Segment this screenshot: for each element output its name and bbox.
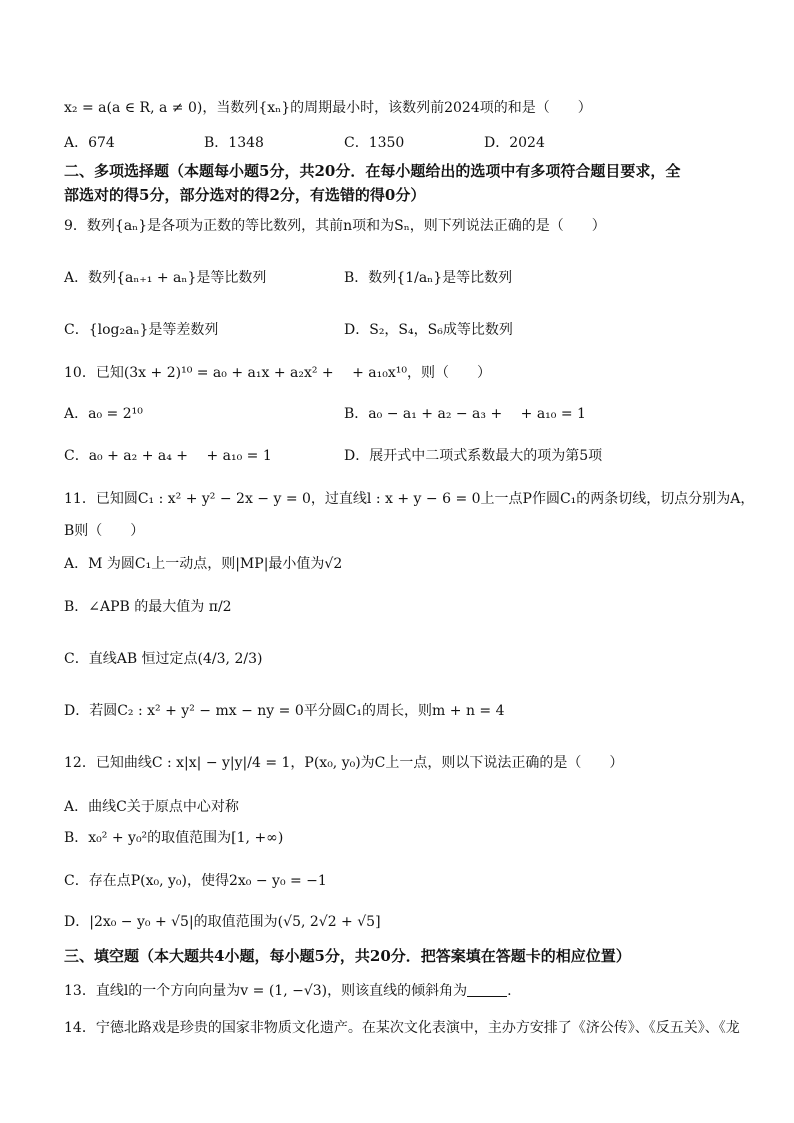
q11-option-a: A．M 为圆C₁上一动点，则|MP|最小值为√2 <box>64 556 343 572</box>
q8-option-a: A．674 <box>64 135 115 151</box>
q12-option-c: C．存在点P(x₀, y₀)，使得2x₀ − y₀ = −1 <box>64 873 327 889</box>
q8-option-c: C．1350 <box>344 135 405 151</box>
q9-option-d: D．S₂，S₄，S₆成等比数列 <box>344 322 513 338</box>
section3-heading: 三、填空题（本大题共4小题，每小题5分，共20分．把答案填在答题卡的相应位置） <box>64 947 631 965</box>
q13-stem-end: . <box>507 983 512 999</box>
q10-stem: 10．已知(3x + 2)¹⁰ = a₀ + a₁x + a₂x² + + a₁₀x¹⁰，则（ ） <box>64 365 491 381</box>
q10-option-a: A．a₀ = 2¹⁰ <box>64 406 143 422</box>
section2-heading-2: 部选对的得5分，部分选对的得2分，有选错的得0分） <box>64 186 426 204</box>
q11-stem-2: B则（ ） <box>64 523 145 539</box>
q9-stem: 9．数列{aₙ}是各项为正数的等比数列，其前n项和为Sₙ，则下列说法正确的是（ ） <box>64 218 606 234</box>
q9-option-b: B．数列{1/aₙ}是等比数列 <box>344 270 513 286</box>
q8-stem-tail: x₂ = a(a ∈ R, a ≠ 0)，当数列{xₙ}的周期最小时，该数列前2024项的和是（ ） <box>64 100 592 116</box>
q10-option-b: B．a₀ − a₁ + a₂ − a₃ + + a₁₀ = 1 <box>344 406 586 422</box>
q8-option-d: D．2024 <box>484 135 545 151</box>
q9-option-a: A．数列{aₙ₊₁ + aₙ}是等比数列 <box>64 270 267 286</box>
q9-option-c: C．{log₂aₙ}是等差数列 <box>64 322 219 338</box>
q11-option-b: B．∠APB 的最大值为 π/2 <box>64 599 232 615</box>
section2-heading-1: 二、多项选择题（本题每小题5分，共20分．在每小题给出的选项中有多项符合题目要求，全 <box>64 162 681 180</box>
q10-option-c: C．a₀ + a₂ + a₄ + + a₁₀ = 1 <box>64 448 272 464</box>
q13-stem-text: 13．直线l的一个方向向量为v = (1, −√3)，则该直线的倾斜角为 <box>64 983 468 999</box>
q8-option-b: B．1348 <box>204 135 264 151</box>
q11-option-d: D．若圆C₂ : x² + y² − mx − ny = 0平分圆C₁的周长，则m + n = 4 <box>64 703 505 719</box>
q13-answer-blank <box>467 982 507 997</box>
q12-stem: 12．已知曲线C : x|x| − y|y|/4 = 1，P(x₀, y₀)为C上一点，则以下说法正确的是（ ） <box>64 755 624 771</box>
q11-stem-1: 11．已知圆C₁ : x² + y² − 2x − y = 0，过直线l : x + y − 6 = 0上一点P作圆C₁的两条切线，切点分别为A， <box>64 491 755 507</box>
q10-option-d: D．展开式中二项式系数最大的项为第5项 <box>344 448 603 464</box>
q14-stem: 14．宁德北路戏是珍贵的国家非物质文化遗产。在某次文化表演中，主办方安排了《济公传》、《反五关》、《龙 <box>64 1020 740 1036</box>
q12-option-d: D．|2x₀ − y₀ + √5|的取值范围为(√5, 2√2 + √5] <box>64 914 381 930</box>
q12-option-a: A．曲线C关于原点中心对称 <box>64 799 239 815</box>
q12-option-b: B．x₀² + y₀²的取值范围为[1, +∞) <box>64 830 284 846</box>
q11-option-c: C．直线AB 恒过定点(4/3, 2/3) <box>64 651 263 667</box>
q13-stem <box>64 981 738 1001</box>
